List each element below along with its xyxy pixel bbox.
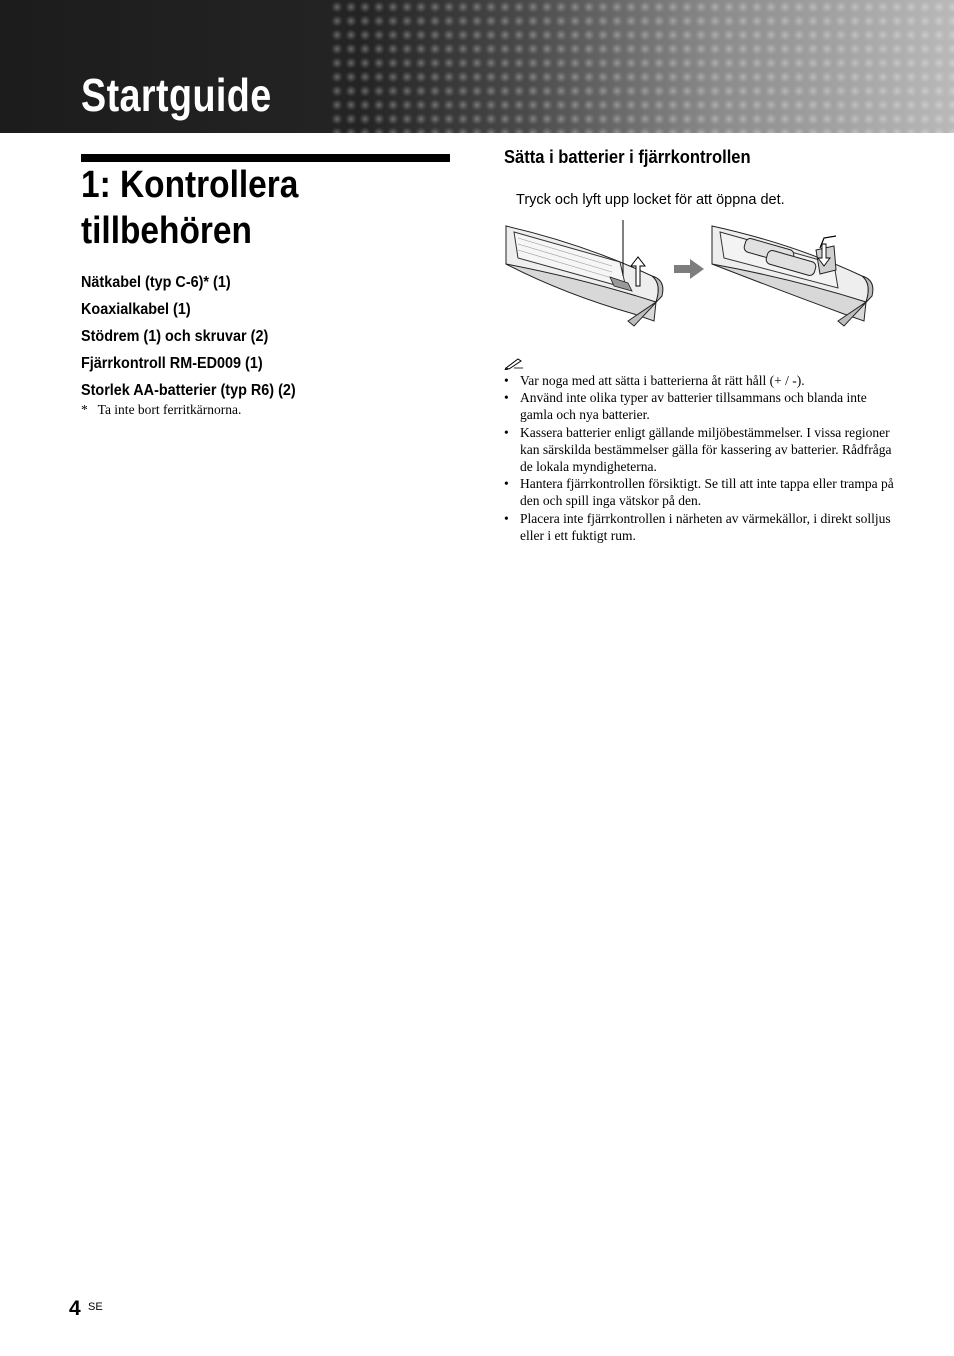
- footnote-marker: *: [81, 402, 88, 417]
- battery-notes-list: [504, 372, 894, 544]
- accessory-item: Koaxialkabel (1): [81, 301, 191, 318]
- bullet: •: [504, 373, 509, 388]
- accessory-list: [81, 272, 320, 407]
- note-item: [504, 475, 894, 509]
- page-title: Startguide: [81, 69, 272, 121]
- pencil-note-icon: [504, 356, 524, 370]
- footnote-text: Ta inte bort ferritkärnorna.: [97, 402, 242, 417]
- accessory-item: Nätkabel (typ C-6)* (1): [81, 274, 231, 291]
- remote-closed-drawing: [506, 220, 663, 326]
- accessory-item: Stödrem (1) och skruvar (2): [81, 328, 269, 345]
- header-banner: [0, 0, 954, 133]
- section-rule: [81, 154, 450, 162]
- note-item: [504, 389, 894, 423]
- illustration-callout: Tryck och lyft upp locket för att öppna det.: [516, 192, 785, 208]
- accessory-item: Storlek AA-batterier (typ R6) (2): [81, 382, 296, 399]
- arrow-right-icon: [674, 259, 704, 279]
- section-heading-line-2: tillbehören: [81, 210, 252, 252]
- note-text: Hantera fjärrkontrollen försiktigt. Se till att inte tappa eller trampa på den och spill inga vätskor på den.: [520, 476, 894, 509]
- note-item: [504, 510, 894, 544]
- footnote: [81, 402, 241, 418]
- page-language-code: SE: [88, 1301, 103, 1313]
- section-heading-line-1: 1: Kontrollera: [81, 164, 299, 206]
- remote-battery-illustration: [504, 214, 874, 336]
- note-item: [504, 424, 894, 476]
- accessory-item: Fjärrkontroll RM-ED009 (1): [81, 355, 263, 372]
- battery-heading: Sätta i batterier i fjärrkontrollen: [504, 147, 751, 167]
- note-text: Placera inte fjärrkontrollen i närheten av värmekällor, i direkt solljus eller i ett fuktigt rum.: [520, 510, 891, 543]
- banner-pattern: [330, 0, 954, 133]
- note-text: Kassera batterier enligt gällande miljöbestämmelser. I vissa regioner kan särskilda bestämmelser gälla för kassering av batterier. Rådfråga de lokala myndigheterna.: [520, 424, 892, 475]
- bullet: •: [504, 510, 509, 526]
- bullet: •: [504, 390, 509, 406]
- bullet: •: [504, 424, 509, 440]
- note-text: Använd inte olika typer av batterier tillsammans och blanda inte gamla och nya batterier.: [520, 390, 867, 423]
- page-number: 4: [69, 1297, 81, 1320]
- remote-open-drawing: [712, 226, 873, 326]
- bullet: •: [504, 476, 509, 492]
- section-heading: [81, 162, 433, 254]
- note-text: Var noga med att sätta i batterierna åt rätt håll (+ / -).: [520, 373, 805, 388]
- note-item: [504, 372, 894, 389]
